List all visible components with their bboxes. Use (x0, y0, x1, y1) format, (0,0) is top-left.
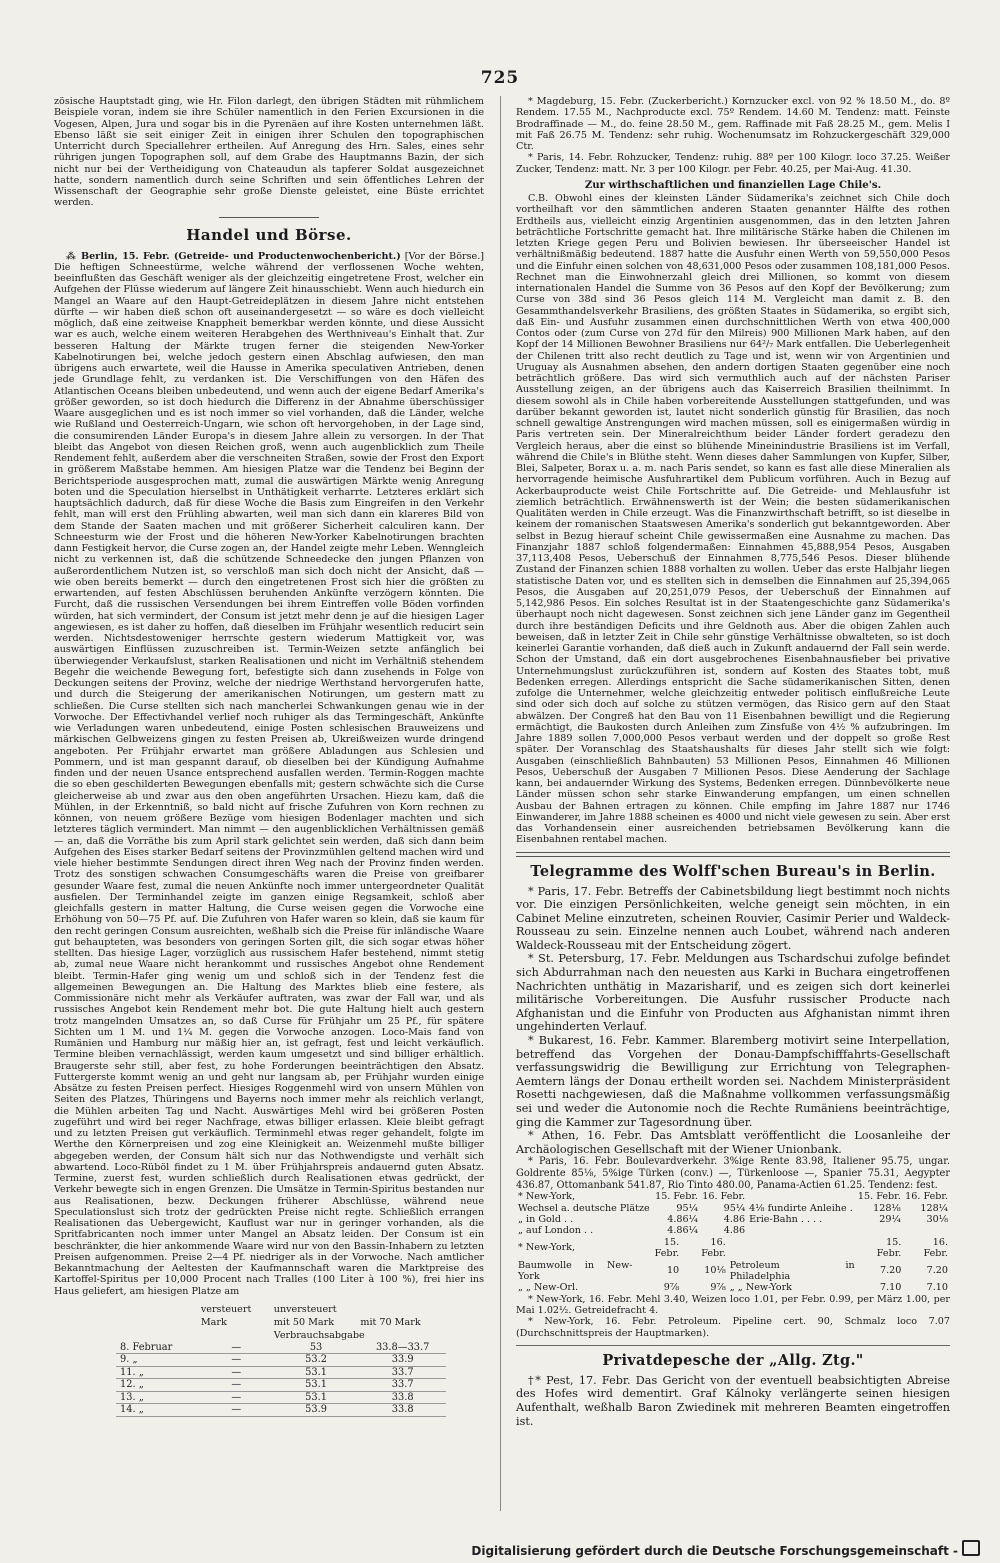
table-cell: 7.20 (926, 1265, 948, 1277)
table-subheader-50: mit 50 Mark (273, 1316, 335, 1328)
table-cell: 11. „ (116, 1366, 200, 1379)
digitization-footer (471, 1540, 980, 1558)
table-cell: 16. Febr. (905, 1191, 948, 1203)
table-cell: 16. Febr. (701, 1236, 726, 1260)
table-row (116, 1379, 446, 1392)
table-cell: 33.8 (359, 1391, 446, 1404)
table-cell: 15. Febr. (876, 1236, 902, 1260)
telegram-bukarest: * Bukarest, 16. Febr. Kammer. Blaremberg motivirt seine Interpellation, betreffend das Vorgehen der Donau-Dampfschifffahrts-Gesellschaft verfassungswidrig die Bewilligung zur Errichtung von Telegraphen-Aemtern längs der Donau ertheilt worden sei. Nachdem Ministerpräsident Rosetti nachgewiesen, daß die Maßnahme vollkommen verfassungsmäßig sei und weder die Autonomie noch die Rechte Rumäniens beeinträchtige, ging die Kammer zur Tagesordnung über. (516, 1034, 950, 1129)
table-cell: 128¼ (920, 1202, 948, 1214)
table-cell: 8. Februar (116, 1342, 200, 1354)
dispatch-pest: †* Pest, 17. Febr. Das Gericht von der eventuell beabsichtigten Abreise des Hofes wird dementirt. Graf Kálnoky verlängerte seinen hiesigen Aufenthalt, weßhalb Baron Zwiedinek mit mehreren Beamten eingetroffen ist. (516, 1373, 950, 1428)
new-york-exchange-table (516, 1191, 950, 1237)
table-cell: — (200, 1342, 273, 1354)
table-subheader-70: mit 70 Mark (360, 1316, 421, 1328)
new-york-commodity-table (516, 1237, 950, 1294)
table-cell: * New-York, (518, 1242, 576, 1254)
table-cell: 53.2 (273, 1354, 360, 1367)
right-column (516, 96, 950, 1428)
table-cell: 95¼ (676, 1202, 698, 1214)
table-cell: 53 (273, 1342, 360, 1354)
table-cell: „ in Gold . . (518, 1213, 574, 1225)
table-cell: — (200, 1366, 273, 1379)
chile-article: C.B. Obwohl eines der kleinsten Länder Südamerika's zeichnet sich Chile doch vortheilhaft vor den sämmtlichen anderen Staaten genannter Hälfte des rothen Erdtheils aus, vielleicht einzig Argentinien ausgenommen, das in den letzten Jahren beträchtliche Fortschritte gemacht hat. Ihre militärische Stärke haben die Chilenen im letzten Kriege gegen Peru und Bolivien bewiesen. Ihr überseeischer Handel ist verhältnißmäßig bedeutend. 1887 hatte die Ausfuhr einen Werth von 59,550,000 Pesos und die Einfuhr einen solchen von 48,631,000 Pesos oder zusammen 108,181,000 Pesos. Rechnet man die Einwohnerzahl gleich drei Millionen, so kommt von diesem internationalen Handel die Summe von 36 Pesos auf den Kopf der Bevölkerung; zum Curse von 38d sind 36 Pesos gleich 114 M. Vergleicht man damit z. B. den Gesammthandelsverkehr Brasiliens, des größten Staates in Südamerika, so ergibt sich, daß Ein- und Ausfuhr zusammen einen durchschnittlichen Werth von etwa 400,000 Contos oder (zum Curse von 27d für den Milreis) 900 Millionen Mark haben, auf den Kopf der 14 Millionen Bewohner Brasiliens nur 64²/₇ Mark entfallen. Die Ueberlegenheit der Chilenen tritt also recht deutlich zu Tage und ist, wenn wir von Argentinien und Uruguay als Ausnahmen absehen, den andern dortigen Staaten gegenüber eine noch beträchtlich größere. Das wird sich vermuthlich auch auf der nächsten Pariser Ausstellung zeigen, an der übrigens auch das Kaiserreich Brasilien theilnimmt. In diesem sowohl als in Chile haben vorbereitende Ausstellungen stattgefunden, und was darüber bekannt geworden ist, lautet nicht sonderlich günstig für Brasilien, das noch schnell gewaltige Anstrengungen wird machen müssen, soll es einigermaßen würdig in Paris vertreten sein. Der Mineralreichthum beider Länder fordert geradezu den Vergleich heraus, aber die einst so blühende Mineinindustrie Brasiliens ist im Verfall, während die Chile's in Blüthe steht. Wenn dieses daher Sammlungen von Kupfer, Silber, Blei, Salpeter, Borax u. a. m. nach Paris sendet, so kann es fast alle diese Mineralien als hervorragende heimische Ausfuhrartikel dem Publicum vorführen. Auch in Bezug auf Ackerbauproducte weist Chile Fortschritte auf. Die Getreide- und Mehlausfuhr ist ziemlich beträchtlich. Erwähnenswerth ist der Wein; die besten südamerikanischen Qualitäten werden in Chile erzeugt. Was die Finanzwirthschaft betrifft, so ist dieselbe in keinem der romanischen Staatswesen Amerika's sonderlich gut bekanntgeworden. Aber selbst in Bezug hierauf scheint Chile gewissermaßen eine Ausnahme zu machen. Das Finanzjahr 1887 schloß folgendermaßen: Einnahmen 45,888,954 Pesos, Ausgaben 37,113,408 Pesos, Ueberschuß der Einnahmen 8,775,546 Pesos. Dieser blühende Zustand der Finanzen schien 1888 vorhalten zu wollen. Ueber das erste Halbjahr liegen statistische Daten vor, und es stellten sich in demselben die Einnahmen auf 25,394,065 Pesos, die Ausgaben auf 20,251,079 Pesos, der Ueberschuß der Einnahmen auf 5,142,986 Pesos. Ein solches Resultat ist in der Staatengeschichte ganz Südamerika's überhaupt noch nicht dagewesen. Sonst zeichnen sich jene Länder ganz im Gegentheil durch ihre beständigen Deficits und ihre Geldnoth aus. Aber die obigen Zahlen auch beweisen, daß in letzter Zeit in Chile sehr günstige Verhältnisse obwalteten, so ist doch keinerlei Garantie vorhanden, daß dieß auch in Zukunft andauernd der Fall sein werde. Schon der Umstand, daß ein dort ausgebrochenes Eisenbahnausfieber bei privative Unternehmungslust zurückzuführen ist, sondern auf Kosten des Staates tobt, muß Bedenken erregen. Allerdings entspricht die Sache südamerikanischen Sitten, denen zufolge die Unternehmer, welche gleichzeitig entweder politisch einflußreiche Leute sind oder sich doch auf solche zu stützen vermögen, das Risico gern auf den Staat abwälzen. Der Congreß hat den Bau von 11 Eisenbahnen bewilligt und die Regierung ermächtigt, die Baukosten durch Anleihen zum Zinsfuße von 4½ % aufzubringen. Im Jahre 1889 sollen 7,000,000 Pesos verbaut werden und der doppelt so große Rest später. Der Voranschlag des Staatshaushalts für dieses Jahr stellt sich wie folgt: Ausgaben (einschließlich Bahnbauten) 53 Millionen Pesos, Einnahmen 46 Millionen Pesos, Ueberschuß der Ausgaben 7 Millionen Pesos. Diese Aenderung der Sachlage kann, bei andauernder Wirkung des Systems, Bedenken erregen. Dünnbevölkerte neue Länder müssen schon sehr starke Einwanderung empfangen, um einen schnellen Ausbau der Bahnen ertragen zu können. Chile empfing im Jahre 1887 nur 1746 Einwanderer, im Jahre 1888 scheinen es 4000 und nicht viele gewesen zu sein. Aber erst das Vorhandensein einer ausreichenden betriebsamen Bevölkerung kann die Eisenbahnen rentabel machen. (516, 193, 950, 846)
table-cell: 33.9 (359, 1354, 446, 1367)
telegram-ny-petroleum: * New-York, 16. Febr. Petroleum. Pipeline cert. 90, Schmalz loco 7.07 (Durchschnittspreis der Hauptmarken). (516, 1316, 950, 1339)
magdeburg-report: * Magdeburg, 15. Febr. (Zuckerbericht.) Kornzucker excl. von 92 % 18.50 M., do. 8º Rendem. 17.55 M., Nachproducte excl. 75º Rendem. 14.60 M. Tendenz: matt. Feinste Brodraffinade — M., do. feine 28.50 M., gem. Raffinade mit Faß 28.25 M., gem. Melis I mit Faß 26.75 M. Tendenz: sehr ruhig. Wochenumsatz im Rohzuckergeschäft 329,000 Ctr. (516, 96, 950, 152)
table-cell: 53.9 (273, 1404, 360, 1417)
telegram-ny-grain: * New-York, 16. Febr. Mehl 3.40, Weizen loco 1.01, per Febr. 0.99, per März 1.00, per Mai 1.02½. Getreidefracht 4. (516, 1293, 950, 1317)
table-cell: 13. „ (116, 1391, 200, 1404)
spirit-price-table (116, 1303, 446, 1417)
telegram-paris: * Paris, 17. Febr. Betreffs der Cabinetsbildung liegt bestimmt noch nichts vor. Die einzigen Persönlichkeiten, welche geneigt sein möchten, in ein Cabinet Meline einzutreten, scheinen Rouvier, Casimir Perier und Waldeck-Rousseau zu sein. Einzelne nennen auch Loubet, während nach anderen Waldeck-Rousseau mit der Entscheidung zögert. (516, 884, 950, 952)
table-cell: „ auf London . . (518, 1225, 594, 1237)
table-row (116, 1391, 446, 1404)
table-cell: 4.86 (723, 1225, 746, 1237)
berlin-report-heading: ⁂ Berlin, 15. Febr. (Getreide- und Productenwochenbericht.) (66, 250, 401, 262)
table-cell: 4.86 (723, 1213, 746, 1225)
section-title: Handel und Börse. (186, 225, 352, 244)
table-row (116, 1404, 446, 1417)
table-cell: — (200, 1379, 273, 1392)
table-cell: 53.1 (273, 1366, 360, 1379)
table-cell: 7.20 (879, 1265, 902, 1277)
table-cell (856, 1225, 903, 1236)
table-cell: 53.1 (273, 1391, 360, 1404)
table-cell: 16. Febr. (702, 1191, 746, 1203)
table-cell: 33.7 (359, 1379, 446, 1392)
telegram-title: Telegramme des Wolff'schen Bureau's in Berlin. (530, 862, 936, 880)
table-cell: 4⅛ fundirte Anleihe . (749, 1202, 853, 1214)
private-dispatch-title: Privatdepesche der „Allg. Ztg." (602, 1351, 864, 1369)
table-cell: 33.8 (359, 1404, 446, 1417)
paris-sugar-report: * Paris, 14. Febr. Rohzucker, Tendenz: ruhig. 88º per 100 Kilogr. loco 37.25. Weißer Zucker, Tendenz: matt. Nr. 3 per 100 Kilogr. per Febr. 40.25, per Mai-Aug. 41.30. (516, 152, 950, 175)
table-cell: 33.7 (359, 1366, 446, 1379)
table-row (516, 1203, 950, 1214)
table-cell: Wechsel a. deutsche Plätze (518, 1202, 650, 1214)
table-row (516, 1260, 950, 1283)
table-subheader-mark: Mark (200, 1316, 227, 1328)
table-cell: 128⅛ (873, 1202, 901, 1214)
left-column (54, 96, 484, 1417)
dfg-logo-icon (962, 1540, 980, 1556)
telegram-petersburg: * St. Petersburg, 17. Febr. Meldungen aus Tschardschui zufolge befindet sich Abdurrahman nach den neuesten aus Karki in Buchara eingetroffenen Nachrichten unthätig in Mazarisharif, und es zeigen sich dort keinerlei militärische Vorbereitungen. Die Ausfuhr russischer Producte nach Afghanistan und die Einfuhr von Producten aus Afghanistan nimmt ihren ungehinderten Verlauf. (516, 952, 950, 1034)
table-row (516, 1191, 950, 1202)
table-cell: 4.86¼ (667, 1213, 698, 1225)
table-cell: 53.1 (273, 1379, 360, 1392)
telegram-paris-boulevard: * Paris, 16. Febr. Boulevardverkehr. 3%ige Rente 83.98, Italiener 95.75, ungar. Goldrente 85⅛, 5%ige Türken (conv.) —, Türkenloose —, Spanier 75.31, Aegypter 436.87, Ottomanbank 541.87, Rio Tinto 480.00, Panama-Actien 61.25. Tendenz: fest. (516, 1156, 950, 1191)
table-header-unversteuert: unversteuert (273, 1303, 337, 1315)
table-cell: 15. Febr. (654, 1236, 680, 1260)
table-cell: „ „ New-York (729, 1282, 792, 1294)
table-cell: 10⅛ (704, 1265, 726, 1277)
section-rule (219, 217, 319, 218)
table-cell: 12. „ (116, 1379, 200, 1392)
table-subheader-abgabe: Verbrauchsabgabe (273, 1329, 365, 1341)
table-cell: Erie-Bahn . . . . (749, 1213, 823, 1225)
table-cell: 33.8—33.7 (359, 1342, 446, 1354)
table-cell: 9. „ (116, 1354, 200, 1367)
table-cell: 10 (666, 1265, 680, 1277)
table-row (116, 1354, 446, 1367)
table-cell: Baumwolle in New-York (518, 1259, 633, 1282)
table-cell: 9⅞ (710, 1282, 726, 1294)
table-cell: 15. Febr. (857, 1191, 901, 1203)
column-divider (500, 96, 501, 1511)
table-cell: 15. Febr. (655, 1191, 698, 1203)
table-row (516, 1214, 950, 1225)
footer-text: Digitalisierung gefördert durch die Deutsche Forschungsgemeinschaft - (471, 1544, 958, 1558)
table-cell: 4.86¼ (667, 1225, 698, 1237)
table-cell: 14. „ (116, 1404, 200, 1417)
table-cell: * New-York, (518, 1191, 576, 1203)
table-cell (747, 1191, 855, 1202)
intro-paragraph: zösische Hauptstadt ging, wie Hr. Filon darlegt, den übrigen Städten mit rühmlichem Beispiele voran, indem sie ihre Schüler namentlich in den Ferien Excursionen in die Vogesen, Alpen, Jura und sogar bis in die Pyrenäen auf ihre Kosten unternehmen läßt. Ebenso läßt sie seit einiger Zeit in einigen ihrer Schulen den topographischen Unterricht durch Speciallehrer ertheilen. Auf Anregung des Hrn. Sales, eines sehr rührigen jungen Topographen soll, auf dem Grabe des Hauptmanns Bazin, der sich nicht nur bei der Vertheidigung von Chateaudun als tapferer Soldat ausgezeichnet hatte, sondern namentlich durch seine Schriften und sein öffentliches Lehren der Wissenschaft der Geographie sehr große Dienste geleistet, eine Büste errichtet werden. (54, 96, 484, 209)
section-rule (516, 852, 950, 857)
table-cell: 30⅛ (926, 1213, 948, 1225)
table-row (516, 1237, 950, 1260)
table-row (516, 1282, 950, 1293)
table-cell: — (200, 1391, 273, 1404)
table-row (116, 1342, 446, 1354)
page-number: 725 (480, 68, 520, 88)
table-cell: 7.10 (926, 1282, 948, 1294)
table-cell: 9⅞ (663, 1282, 680, 1294)
table-cell: 7.10 (879, 1282, 902, 1294)
table-cell: — (200, 1354, 273, 1367)
table-cell (903, 1225, 950, 1236)
table-cell: 95¼ (723, 1202, 746, 1214)
table-cell: 29¼ (879, 1213, 901, 1225)
table-cell: „ „ New-Orl. (518, 1282, 579, 1294)
telegrams (516, 885, 950, 1192)
telegram-athen: * Athen, 16. Febr. Das Amtsblatt veröffentlicht die Loosanleihe der Archäologischen Gesellschaft mit der Wiener Unionbank. (516, 1129, 950, 1156)
table-cell: Petroleum in Philadelphia (729, 1259, 855, 1282)
section-rule (516, 1345, 950, 1346)
berlin-report-text: [Vor der Börse.] Die heftigen Schneestürme, welche während der verflossenen Woche wehten, beeinflußten das Geschäft weniger als der gleichzeitig eingetretene Frost, welcher ein Aufgehen der Flüsse wiederum auf längere Zeit hinausschiebt. Wenn auch hiedurch ein Mangel an Waare auf den Haupt-Getreideplätzen in diesem Jahre nicht entstehen dürfte — wir haben dieß schon oft auseinandergesetzt — so wäre es doch vielleicht möglich, daß eine zeitweise Knappheit bemerkbar werden könnte, und diese Aussicht war es auch, welche einem weiteren Herabgehen des Werthniveau's Einhalt that. Zur besseren Haltung der Märkte trugen ferner die steigenden New-Yorker Kabelnotirungen bei, welche jedoch gestern einen Abschlag aufwiesen, den man übrigens auch erwartete, weil die Hausse in Amerika speculativen Antrieben, denen jede Grundlage fehlt, zu verdanken ist. Die Verschiffungen von den Häfen des Atlantischen Oceans bleiben unbedeutend, und wenn auch der eigene Bedarf Amerika's größer geworden, so ist doch hiedurch die Differenz in der Abnahme überschüssiger Waare ausgeglichen und es ist noch immer so viel vorhanden, daß die Länder, welche wie Rußland und Oesterreich-Ungarn, wie schon oft hervorgehoben, in der Lage sind, die consumirenden Länder Europa's in diesem Jahre allein zu versorgen. In der That bleibt das Angebot von diesen Reichen groß, wenn auch augenblicklich zum Theile Rendement fehlt, außerdem aber die verschneiten Straßen, sowie der Frost den Export in größerem Maßstabe hemmen. Am hiesigen Platze war die Tendenz bei Beginn der Berichtsperiode ausgesprochen matt, zumal die auswärtigen Märkte wenig Anregung boten und die Speculation hierselbst in Unthätigkeit verharrte. Letzteres erklärt sich hauptsächlich dadurch, daß für diese Woche die Basis zum Eingreifen in den Verkehr fehlt, man will erst den Frühling abwarten, weil man sich dann ein klareres Bild von dem Stande der Saaten machen und mit größerer Sicherheit calculiren kann. Der Schneesturm wie der Frost und die höheren New-Yorker Kabelnotirungen brachten dann Festigkeit hervor, die Curse zogen an, der Handel zeigte mehr Leben. Wenngleich nicht zu verkennen ist, daß die schützende Schneedecke den jungen Pflanzen von außerordentlichem Nutzen ist, so verschloß man sich doch nicht der Ansicht, daß — wie oben bereits bemerkt — durch den eingetretenen Frost sich hier die größten zu erwartenden, auf festen Abschlüssen beruhenden Ankünfte verzögern könnten. Die Furcht, daß die russischen Versendungen bei ihrem Eintreffen volle Böden vorfinden würden, hat sich vermindert, der Consum ist jetzt mehr denn je auf die hiesigen Lager angewiesen, es ist daher zu hoffen, daß dieselben im Frühjahr wesentlich reducirt sein werden. Nichtsdestoweniger herrschte gestern wiederum Mattigkeit vor, was auswärtigen Einflüssen zuzuschreiben ist. Termin-Weizen setzte anfänglich bei überwiegender Verkaufslust, starken Realisationen und nicht im Verhältniß stehendem Begehr die weichende Bewegung fort, befestigte sich dann zusehends in Folge von Deckungen seitens der Provinz, welche der niedrige Werthstand hervorgerufen hatte, und durch die Steigerung der amerikanischen Notirungen, um gestern matt zu schließen. Die Curse stellten sich nach mancherlei Schwankungen genau wie in der Vorwoche. Der Effectivhandel verlief noch ruhiger als das Termingeschäft, Ankünfte wie Verladungen waren unbedeutend, einige Posten schlesischen Brauweizens und märkischen Gelbweizens gingen zu festen Preisen ab, Ukreißweizen wurde dringend angeboten. Per Frühjahr erwartet man größere Abladungen aus Schlesien und Pommern, und ist man gespannt darauf, ob dieselben bei der Kündigung Aufnahme finden und der neuen Usance entsprechend ausfallen werden. Termin-Roggen machte die so eben geschilderten Bewegungen ebenfalls mit; gestern schwächte sich die Curse gleicherweise ab und zwar aus den oben angeführten Ursachen. Hiezu kam, daß die Mühlen, in der Erkenntniß, so bald nicht auf frische Zufuhren von Korn rechnen zu können, von neuem größere Bezüge vom hiesigen Bodenlager machten und sich letzteres täglich vermindert. Man nimmt — den augenblicklichen Verhältnissen gemäß — an, daß die Vorräthe bis zum April stark gelichtet sein werden, daß sich dann beim Aufgehen des Eises starker Bedarf seitens der Provinzmühlen geltend machen wird und viele hieher bestimmte Sendungen direct ihren Weg nach der Provinz finden werden. Trotz des sonstigen schwachen Consumgeschäfts waren die Preise von greifbarer gesunder Waare fest, zumal die neuen Ankünfte noch immer untergeordneter Qualität ausfielen. Der Terminhandel zeigte im ganzen einige Regsamkeit, schloß aber gleichfalls gestern in matter Haltung, die Curse weisen gegen die Vorwoche eine Erhöhung von 50—75 Pf. auf. Die Zufuhren von Hafer waren so klein, daß sie kaum für den recht geringen Consum ausreichten, weßhalb sich die Preise für inländische Waare gut behaupteten, was besonders von geringen Sorten gilt, die sich sogar etwas höher stellten. Das hiesige Lager, vorzüglich aus russischem Hafer bestehend, nimmt stetig ab, zumal neue Waare nicht herankommt und russisches Angebot ohne Rendement bleibt. Termin-Hafer ging wenig um und schloß sich in der Tendenz fest die allgemeinen Bewegungen an. Die Haltung des Marktes blieb eine festere, als Commissionäre nicht mehr als Verkäufer auftraten, was zwar der Fall war, und als russisches Angebot kein Rendement mehr bot. Die gute Haltung hielt auch gestern trotz mangelnden Umsatzes an, so daß Curse für Frühjahr um 25 Pf., für spätere Sichten um 1 M. und 1¼ M. gegen die Vorwoche anzogen. Loco-Mais fand von Rumänien und Hamburg nur mäßig hier an, ist gefragt, fest und leicht verkäuflich. Termine bleiben vernachlässigt, werden kaum umgesetzt und sind billiger erhältlich. Braugerste sehr still, aber fest, zu hohe Forderungen beeinträchtigen den Absatz. Futtergerste kommt wenig an und geht nur langsam ab, per Frühjahr wurden einige Absätze zu festen Preisen perfect. Hiesiges Roggenmehl wird von unsern Mühlen von Seiten des Platzes, Thüringens und Bayerns noch immer mehr als reichlich verlangt, die Mühlen arbeiten Tag und Nacht. Auswärtiges Mehl wird bei größeren Posten zugeführt und wird bei reger Nachfrage, etwas billiger erlassen. Kleie bleibt gefragt und zu letzten Preisen gut verkäuflich. Terminmehl etwas reger gehandelt, folgte im Werthe den Körnerpreisen und zog eine Kleinigkeit an. Weizenmehl mußte billiger abgegeben werden, der Consum hält sich nur das Nothwendigste und verhält sich abwartend. Loco-Rüböl findet zu 1 M. über Frühjahrspreis andauernd guten Absatz. Termine, zuerst fest, wurden schließlich durch Realisationen etwas gedrückt, der Verkehr bewegte sich in engen Grenzen. Die Umsätze in Termin-Spiritus bestanden nur aus Realisationen, bezw. Deckungen früherer Abschlüsse, während neue Speculationslust sich trotz der gedrückten Preise nicht regte. Schließlich errangen Realisationen das Uebergewicht, Kauflust war nur in geringer vorhanden, als die Spritfabricanten noch immer unter Mangel an Absatz leiden. Der Consum ist ein beschränkter, die hier ankommende Waare wird nur von den Bassin-Inhabern zu letzten Preisen aufgenommen. Preise 2—4 Pf. niedriger als in der Vorwoche. Nach amtlicher Bekanntmachung der Aeltesten der Kaufmannschaft waren die Marktpreise des Kartoffel-Spiritus per 10,000 Procent nach Tralles (100 Liter à 100 %), frei hier ins Haus geliefert, am hiesigen Platze am (54, 250, 484, 1297)
table-cell (728, 1237, 857, 1260)
table-cell: — (200, 1404, 273, 1417)
table-cell: 16. Febr. (923, 1236, 948, 1260)
berlin-report (54, 251, 484, 1297)
table-row (116, 1366, 446, 1379)
table-cell (747, 1225, 855, 1236)
table-row (516, 1225, 950, 1236)
table-header-versteuert: versteuert (200, 1303, 252, 1315)
chile-heading: Zur wirthschaftlichen und finanziellen Lage Chile's. (584, 178, 882, 191)
